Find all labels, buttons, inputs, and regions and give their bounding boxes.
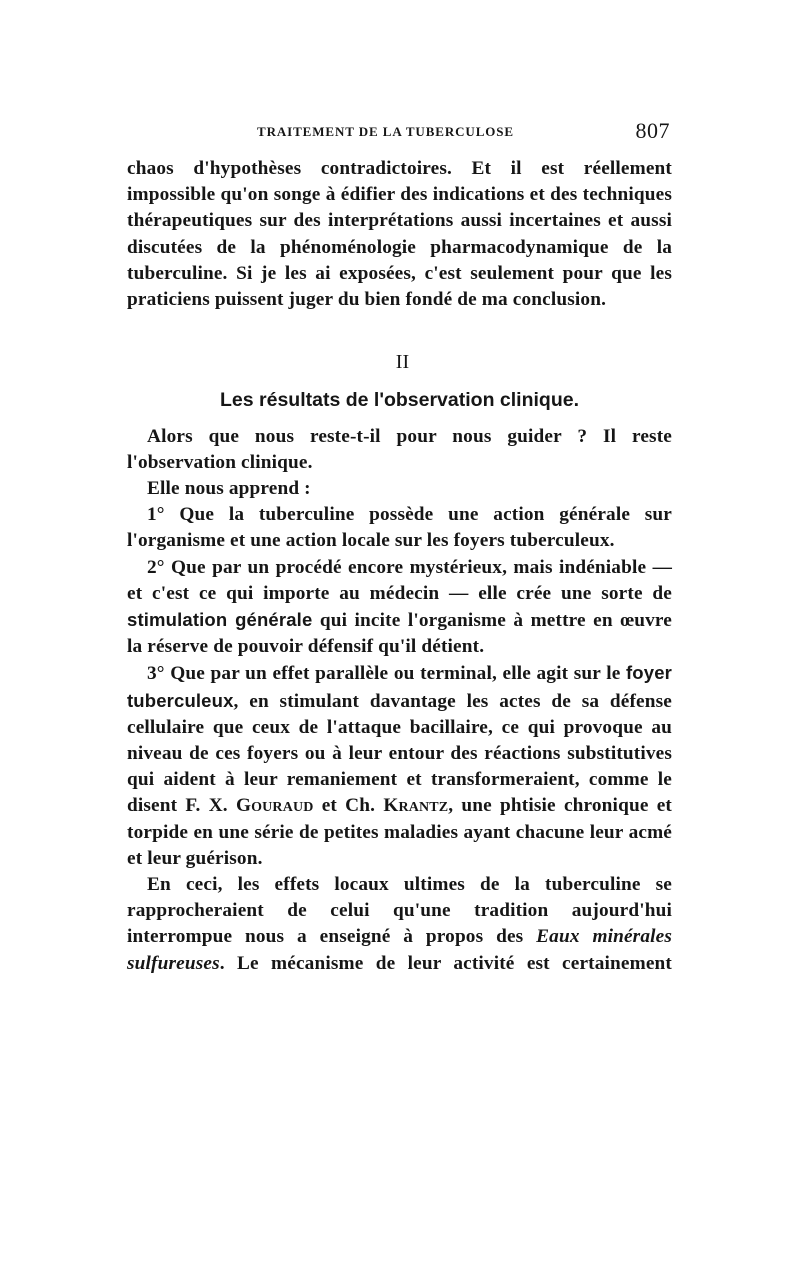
paragraph-2: Alors que nous reste-t-il pour nous guider ? Il reste l'observation clinique. xyxy=(127,425,672,473)
running-head xyxy=(127,118,672,148)
paragraph-7-b: . Le mécanisme de leur activité est certainement xyxy=(219,952,672,974)
paragraph-7 xyxy=(127,872,672,977)
author-name-gouraud: Gouraud xyxy=(235,795,314,817)
paragraph-6-d: , une phtisie chronique et torpide en une série de petites maladies ayant chacune leur acmé et leur guérison. xyxy=(127,795,673,869)
paragraph-5 xyxy=(127,555,672,661)
paragraph-6-c: et Ch. xyxy=(313,795,384,817)
page-number: 807 xyxy=(635,118,670,143)
section-title: Les résultats de l'observation clinique. xyxy=(220,389,579,412)
paragraph-5-a: 2° Que par un procédé encore mystérieux, mais indéniable — et c'est ce qui importe au médecin — elle crée une sorte de xyxy=(127,556,672,604)
paragraph-1: chaos d'hypothèses contradictoires. Et il est réellement impossible qu'on songe à édifier des indications et des techniques thérapeutiques sur des interprétations aussi incertaines et aussi discutées de la phénoménologie pharmacodynamique de la tuberculine. Si je les ai exposées, c'est seulement pour que les praticiens puissent juger du bien fondé de ma conclusion. xyxy=(127,158,672,311)
paragraph-5-b: qui incite l'organisme à mettre en œuvre la réserve de pouvoir défensif qu'il détient. xyxy=(127,610,672,658)
section-number: II xyxy=(395,351,410,374)
paragraph-6-b: , en stimulant davantage les actes de sa défense cellulaire que ceux de l'attaque bacillaire, ce qui provoque au niveau de ces foyers ou à leur entour des réactions substitutives qui aident à leur remaniement et transformeraient, comme le disent F. X. xyxy=(127,690,672,817)
paragraph-7-a: En ceci, les effets locaux ultimes de la tuberculine se rapprocheraient de celui qu'une tradition aujourd'hui interrompue nous a enseigné à propos des xyxy=(127,874,672,948)
body-text xyxy=(127,156,672,977)
author-name-krantz: Krantz xyxy=(383,795,449,817)
paragraph-3: Elle nous apprend : xyxy=(147,478,311,500)
italic-eaux-minerales: Eaux minérales sulfureuses xyxy=(127,926,672,974)
running-title: TRAITEMENT DE LA TUBERCULOSE xyxy=(257,124,514,139)
emphasis-foyer-tuberculeux: foyer tuberculeux xyxy=(127,662,672,711)
paragraph-6-a: 3° Que par un effet parallèle ou terminal, elle agit sur le xyxy=(147,663,626,685)
paragraph-4: 1° Que la tuberculine possède une action générale sur l'organisme et une action locale sur les foyers tuberculeux. xyxy=(127,504,672,552)
paragraph-6 xyxy=(127,660,672,872)
emphasis-stimulation-generale: stimulation générale xyxy=(127,609,313,631)
